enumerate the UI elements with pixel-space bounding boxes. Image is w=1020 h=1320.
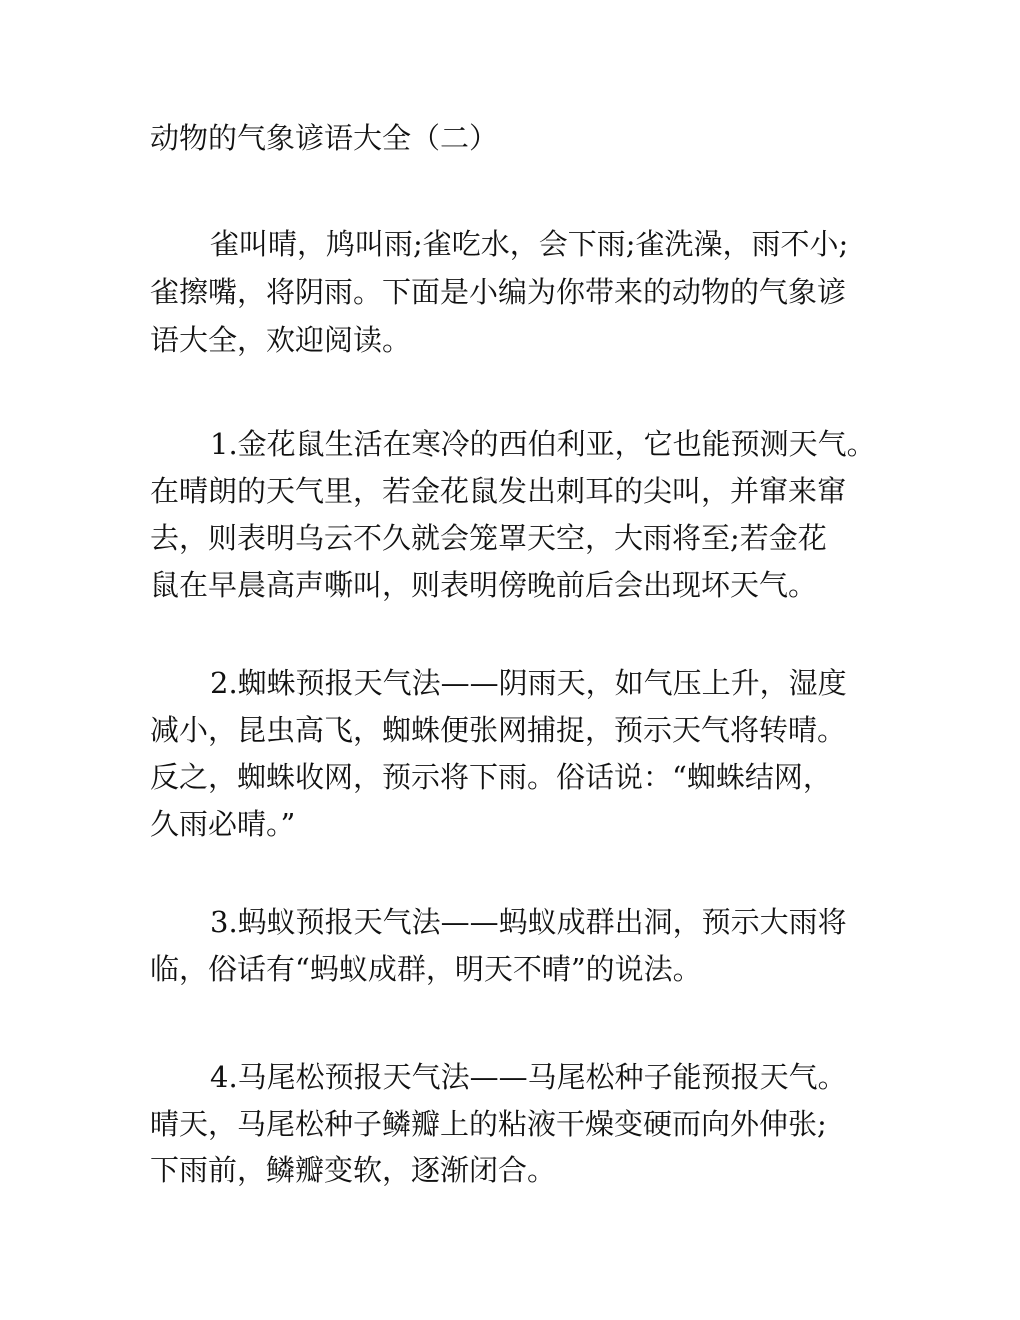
paragraph-intro-line: 雀叫晴，鸠叫雨;雀吃水，会下雨;雀洗澡，雨不小; xyxy=(210,227,849,261)
paragraph-item-4-line: 下雨前，鳞瓣变软，逐渐闭合。 xyxy=(150,1153,557,1187)
paragraph-item-1-line: 去，则表明乌云不久就会笼罩天空，大雨将至;若金花 xyxy=(150,521,827,555)
paragraph-item-2-line: 久雨必晴。” xyxy=(150,807,296,841)
paragraph-item-3-line: 3.蚂蚁预报天气法——蚂蚁成群出洞，预示大雨将 xyxy=(210,905,847,939)
paragraph-item-4-line: 4.马尾松预报天气法——马尾松种子能预报天气。 xyxy=(210,1060,847,1094)
document-title: 动物的气象谚语大全（二） xyxy=(150,121,499,155)
paragraph-item-1-line: 鼠在早晨高声嘶叫，则表明傍晚前后会出现坏天气。 xyxy=(150,568,818,602)
paragraph-item-2-line: 2.蜘蛛预报天气法——阴雨天，如气压上升，湿度 xyxy=(210,666,847,700)
paragraph-item-2-line: 反之，蜘蛛收网，预示将下雨。俗话说：“蜘蛛结网， xyxy=(150,760,832,794)
paragraph-item-1-line: 在晴朗的天气里，若金花鼠发出刺耳的尖叫，并窜来窜 xyxy=(150,474,847,508)
paragraph-intro-line: 雀擦嘴，将阴雨。下面是小编为你带来的动物的气象谚 xyxy=(150,275,847,309)
paragraph-item-1-line: 1.金花鼠生活在寒冷的西伯利亚，它也能预测天气。 xyxy=(210,427,876,461)
paragraph-item-2-line: 减小，昆虫高飞，蜘蛛便张网捕捉，预示天气将转晴。 xyxy=(150,713,847,747)
paragraph-item-3-line: 临，俗话有“蚂蚁成群，明天不晴”的说法。 xyxy=(150,952,702,986)
paragraph-item-4-line: 晴天，马尾松种子鳞瓣上的粘液干燥变硬而向外伸张; xyxy=(150,1107,827,1141)
paragraph-intro-line: 语大全，欢迎阅读。 xyxy=(150,323,412,357)
